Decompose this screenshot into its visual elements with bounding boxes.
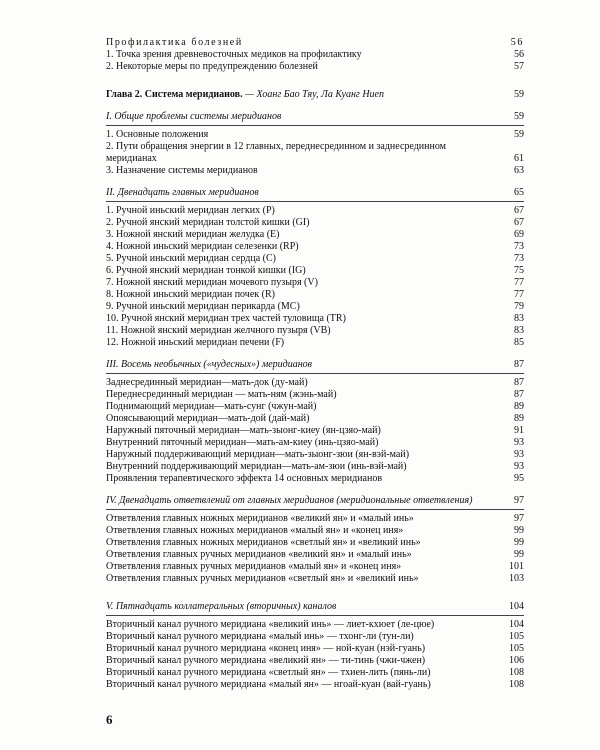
toc-page-number: 56 <box>510 37 524 48</box>
toc-entry <box>106 525 524 537</box>
toc-entry-text: Вторичный канал ручного меридиана «великий ян» — ти-тинь (чжи-чжен) <box>106 655 426 666</box>
toc-entry <box>106 631 524 643</box>
toc-entry <box>106 205 524 217</box>
toc-page-number: 87 <box>514 389 524 400</box>
toc-page-number: 77 <box>514 277 524 288</box>
toc-entry <box>106 265 524 277</box>
toc-page-number: 108 <box>509 679 524 690</box>
toc-entry <box>106 573 524 585</box>
toc-entry <box>106 667 524 679</box>
section-heading <box>106 359 524 371</box>
page-number: 6 <box>106 712 113 727</box>
toc-entry <box>106 61 524 73</box>
toc-entry-text: 9. Ручной иньский меридиан перикарда (MC) <box>106 301 300 312</box>
toc-page-number: 89 <box>514 401 524 412</box>
toc-entry-text: Вторичный канал ручного меридиана «малый ян» — нгоай-куан (вай-гуань) <box>106 679 431 690</box>
toc-page-number: 79 <box>514 301 524 312</box>
toc-heading-text: Профилактика болезней <box>106 37 243 48</box>
toc-entry <box>106 229 524 241</box>
toc-page-number: 85 <box>514 337 524 348</box>
toc-entry-text: Ответвления главных ножных меридианов «светлый ян» и «великий инь» <box>106 537 421 548</box>
toc-entry-text: 3. Назначение системы меридианов <box>106 165 258 176</box>
toc-entry-text: 2. Ручной янский меридиан толстой кишки (GI) <box>106 217 310 228</box>
toc-entry <box>106 549 524 561</box>
toc-entry <box>106 217 524 229</box>
toc-entry <box>106 253 524 265</box>
toc-page-number: 99 <box>514 525 524 536</box>
section-heading <box>106 601 524 613</box>
toc-entry <box>106 337 524 349</box>
chapter-title <box>106 89 524 101</box>
section-heading-text: III. Восемь необычных («чудесных») меридианов <box>106 359 313 370</box>
toc-page-number: 99 <box>514 537 524 548</box>
toc-entry-text: 10. Ручной янский меридиан трех частей туловища (TR) <box>106 313 346 324</box>
toc-entry-text: 3. Ножной янский меридиан желудка (E) <box>106 229 280 240</box>
toc-page-number: 93 <box>514 461 524 472</box>
toc-entry-text: 1. Ручной иньский меридиан легких (P) <box>106 205 275 216</box>
toc-entry-text: Заднесрединный меридиан—мать-док (ду-май) <box>106 377 308 388</box>
toc-page-number: 57 <box>514 61 524 72</box>
toc-page-number: 89 <box>514 413 524 424</box>
toc-entry-text: Внутренний пяточный меридиан—мать-ам-киеу (инь-цзяо-май) <box>106 437 379 448</box>
toc-entry-text: Поднимающий меридиан—мать-сунг (чжун-май) <box>106 401 317 412</box>
toc-entry-text: Наружный пяточный меридиан—мать-зыонг-киеу (ян-цзяо-май) <box>106 425 381 436</box>
toc-entry-text: 1. Точка зрения древневосточных медиков на профилактику <box>106 49 362 60</box>
toc-entry-text: Вторичный канал ручного меридиана «светлый ян» — тхиен-лить (пянь-ли) <box>106 667 431 678</box>
toc-entry-text: Переднесрединный меридиан — мать-ням (жэнь-май) <box>106 389 337 400</box>
toc-entry <box>106 301 524 313</box>
toc-page-number: 103 <box>509 573 524 584</box>
toc-page-number: 67 <box>514 205 524 216</box>
toc-entry-text: 4. Ножной иньский меридиан селезенки (RP) <box>106 241 299 252</box>
toc-page-number: 67 <box>514 217 524 228</box>
section-divider <box>106 615 524 616</box>
chapter-label: Глава 2. Система меридианов. <box>106 89 243 100</box>
toc-page-number: 73 <box>514 253 524 264</box>
toc-page-number: 105 <box>509 643 524 654</box>
section-heading <box>106 495 524 507</box>
section-heading-text: IV. Двенадцать ответвлений от главных меридианов (меридиональные ответвления) <box>106 495 473 506</box>
toc-entry-text: 5. Ручной иньский меридиан сердца (C) <box>106 253 276 264</box>
toc-page-number: 104 <box>509 601 524 612</box>
toc-page-number: 99 <box>514 549 524 560</box>
toc-entry-text: 6. Ручной янский меридиан тонкой кишки (IG) <box>106 265 306 276</box>
toc-page-number: 101 <box>509 561 524 572</box>
toc-entry-text: Ответвления главных ручных меридианов «великий ян» и «малый инь» <box>106 549 412 560</box>
toc-entry <box>106 437 524 449</box>
toc-entry-text: 11. Ножной янский меридиан желчного пузыря (VB) <box>106 325 331 336</box>
section-divider <box>106 509 524 510</box>
toc-entry <box>106 241 524 253</box>
toc-page-number: 87 <box>514 359 524 370</box>
section-heading-text: I. Общие проблемы системы меридианов <box>106 111 282 122</box>
toc-page-number: 108 <box>509 667 524 678</box>
toc-page-number: 73 <box>514 241 524 252</box>
toc-entry <box>106 561 524 573</box>
toc-page-number: 87 <box>514 377 524 388</box>
toc-entry-text: 1. Основные положения <box>106 129 209 140</box>
toc-entry-text: Вторичный канал ручного меридиана «великий инь» — лиет-кхюет (ле-цюе) <box>106 619 435 630</box>
toc-entry-text: 2. Пути обращения энергии в 12 главных, переднесрединном и заднесрединном меридианах <box>106 141 446 164</box>
section-heading-text: II. Двенадцать главных меридианов <box>106 187 259 198</box>
toc-page-number: 97 <box>514 495 524 506</box>
toc-entry-text: 2. Некоторые меры по предупреждению болезней <box>106 61 318 72</box>
toc-entry <box>106 655 524 667</box>
toc-entry-text: Проявления терапевтического эффекта 14 основных меридианов <box>106 473 383 484</box>
toc-page-number: 61 <box>514 153 524 164</box>
toc-entry <box>106 313 524 325</box>
toc-entry <box>106 129 524 141</box>
toc-page-number: 97 <box>514 513 524 524</box>
toc-page-number: 83 <box>514 313 524 324</box>
toc-entry <box>106 377 524 389</box>
toc-entry <box>106 643 524 655</box>
toc-page-number: 105 <box>509 631 524 642</box>
toc-entry-text: 8. Ножной иньский меридиан почек (R) <box>106 289 275 300</box>
toc-page-number: 77 <box>514 289 524 300</box>
toc-page-number: 93 <box>514 449 524 460</box>
table-of-contents <box>106 37 524 691</box>
toc-entry <box>106 277 524 289</box>
toc-entry-text: Ответвления главных ручных меридианов «малый ян» и «конец иня» <box>106 561 402 572</box>
toc-page-number: 106 <box>509 655 524 666</box>
toc-entry <box>106 461 524 473</box>
section-divider <box>106 201 524 202</box>
toc-page-number: 56 <box>514 49 524 60</box>
toc-entry <box>106 401 524 413</box>
toc-entry <box>106 679 524 691</box>
toc-entry <box>106 49 524 61</box>
toc-heading <box>106 37 524 49</box>
toc-entry-text: 7. Ножной янский меридиан мочевого пузыря (V) <box>106 277 318 288</box>
toc-entry <box>106 165 524 177</box>
toc-page-number: 59 <box>514 111 524 122</box>
toc-entry <box>106 141 524 165</box>
toc-page-number: 63 <box>514 165 524 176</box>
toc-page-number: 83 <box>514 325 524 336</box>
toc-page-number: 59 <box>514 129 524 140</box>
toc-page-number: 69 <box>514 229 524 240</box>
toc-entry-text: Опоясывающий меридиан—мать-дой (дай-май) <box>106 413 310 424</box>
toc-entry-text: Вторичный канал ручного меридиана «конец иня» — ной-куан (нэй-гуань) <box>106 643 426 654</box>
toc-entry <box>106 473 524 485</box>
toc-entry <box>106 289 524 301</box>
section-heading-text: V. Пятнадцать коллатеральных (вторичных) каналов <box>106 601 337 612</box>
toc-entry <box>106 425 524 437</box>
toc-entry <box>106 389 524 401</box>
toc-page-number: 65 <box>514 187 524 198</box>
section-heading <box>106 111 524 123</box>
toc-entry-text: Ответвления главных ручных меридианов «светлый ян» и «великий инь» <box>106 573 419 584</box>
toc-page-number: 75 <box>514 265 524 276</box>
toc-entry <box>106 537 524 549</box>
toc-entry-text: Вторичный канал ручного меридиана «малый инь» — тхонг-ли (тун-ли) <box>106 631 414 642</box>
section-divider <box>106 373 524 374</box>
toc-page-number: 91 <box>514 425 524 436</box>
toc-entry <box>106 513 524 525</box>
chapter-authors: — Хоанг Бао Тяу, Ла Куанг Ниеп <box>242 89 384 100</box>
toc-entry <box>106 413 524 425</box>
toc-entry-text: 12. Ножной иньский меридиан печени (F) <box>106 337 285 348</box>
toc-page-number: 59 <box>514 89 524 100</box>
section-divider <box>106 125 524 126</box>
toc-page-number: 93 <box>514 437 524 448</box>
toc-page-number: 95 <box>514 473 524 484</box>
toc-entry-text: Ответвления главных ножных меридианов «малый ян» и «конец иня» <box>106 525 404 536</box>
toc-entry <box>106 619 524 631</box>
section-heading <box>106 187 524 199</box>
toc-entry-text: Ответвления главных ножных меридианов «великий ян» и «малый инь» <box>106 513 414 524</box>
toc-entry-text: Внутренний поддерживающий меридиан—мать-ам-зюи (инь-вэй-май) <box>106 461 407 472</box>
toc-entry-text: Наружный поддерживающий меридиан—мать-зыонг-зюи (ян-вэй-май) <box>106 449 410 460</box>
toc-entry <box>106 449 524 461</box>
toc-page-number: 104 <box>509 619 524 630</box>
toc-entry <box>106 325 524 337</box>
